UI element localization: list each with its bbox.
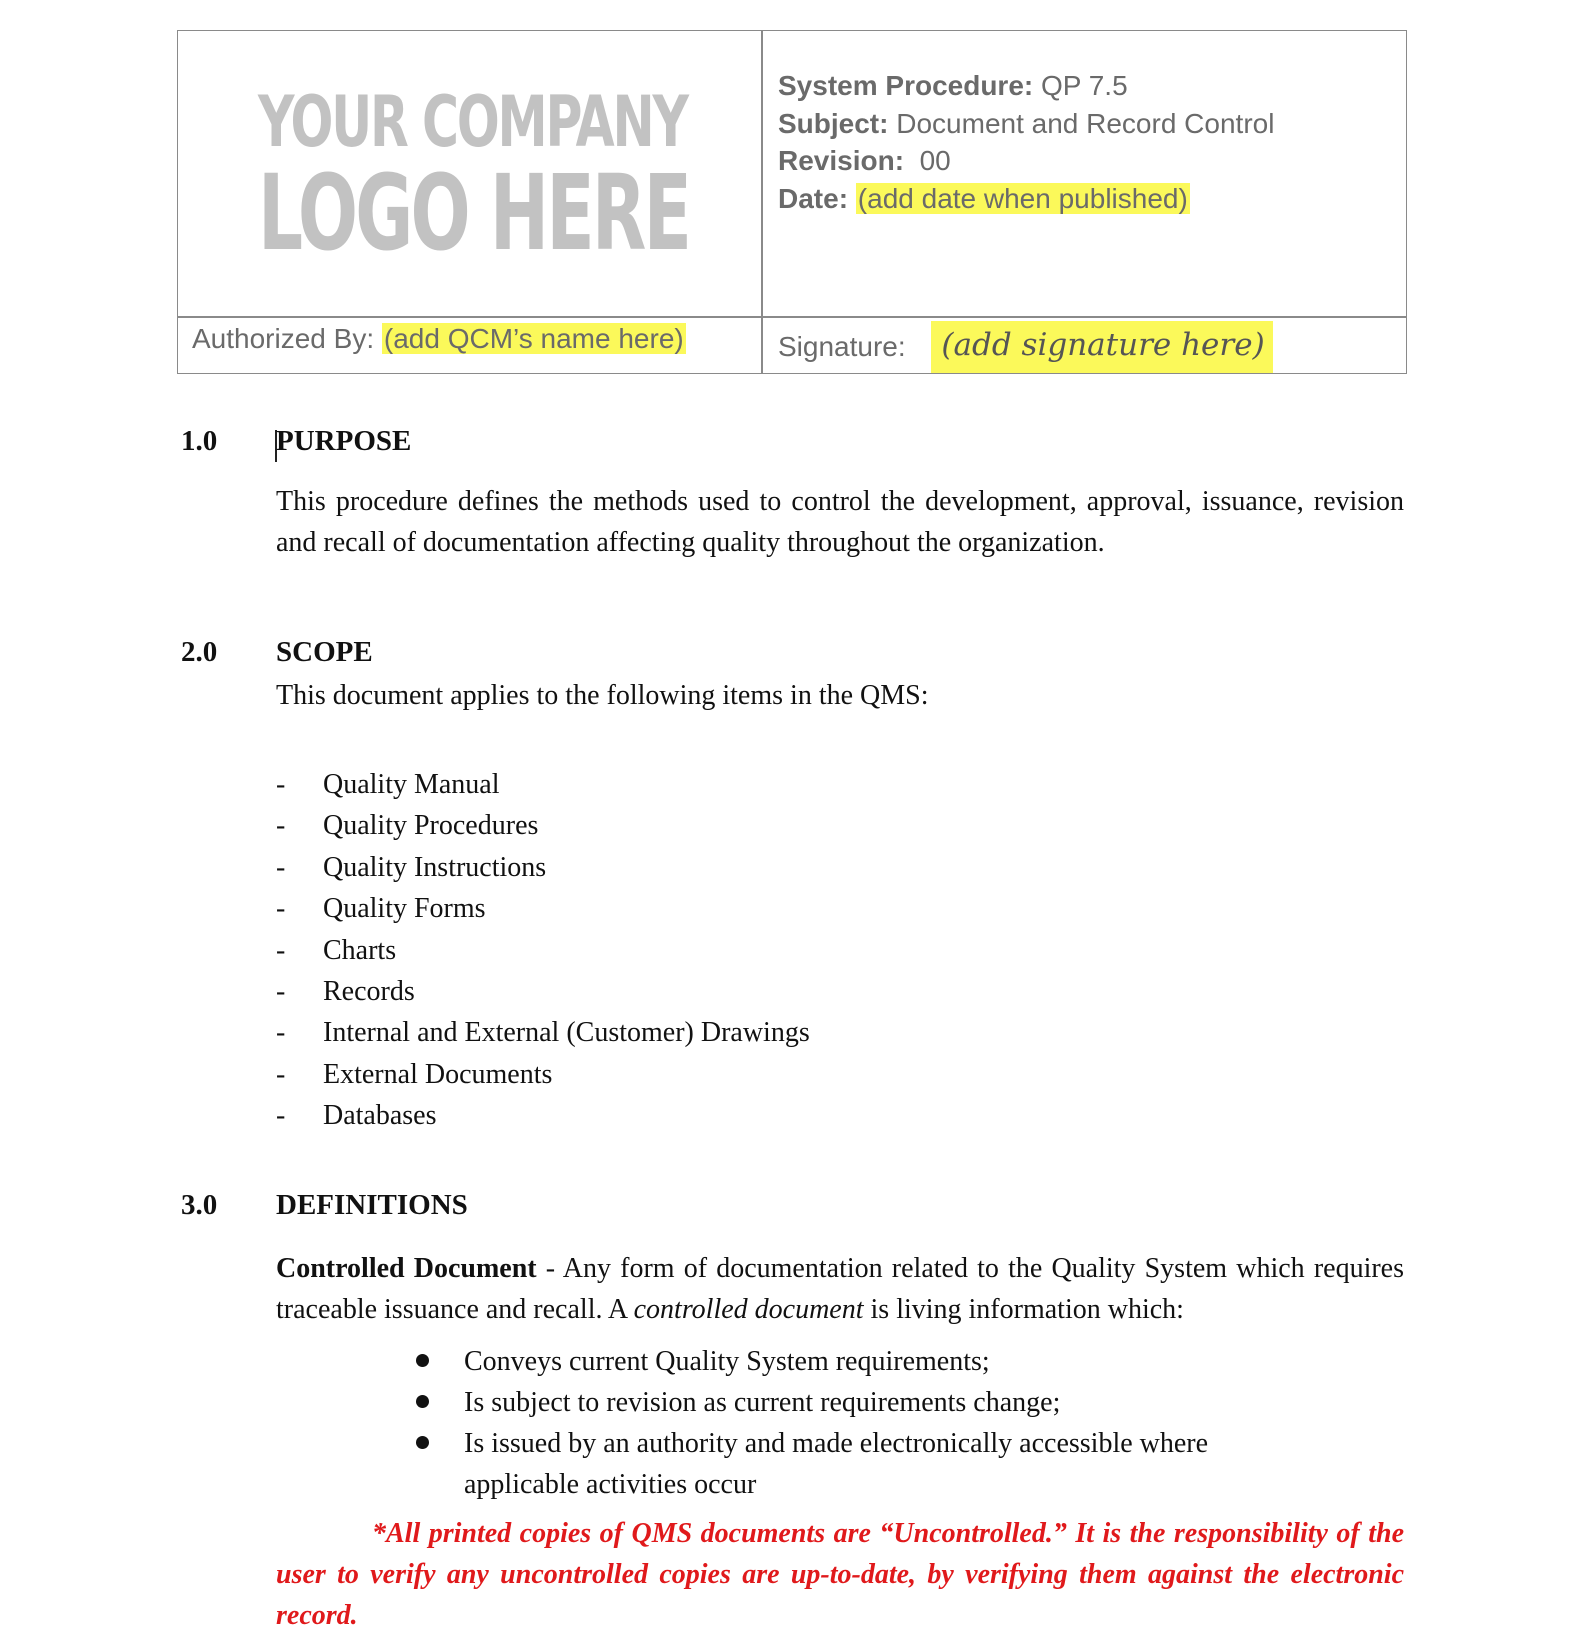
list-item: Is issued by an authority and made electronically accessible where applicable activities occur [416,1423,1316,1505]
logo-line-2: LOGO HERE [258,152,690,274]
system-procedure-row [778,67,1274,105]
definition-term: Controlled Document [276,1253,537,1284]
list-item: - Records [276,975,415,1007]
section-title-definitions: DEFINITIONS [276,1189,468,1221]
subject-value: Document and Record Control [896,107,1275,139]
subject-row [778,105,1274,143]
bullet-icon [416,1436,429,1449]
scope-intro: This document applies to the following items in the QMS: [276,680,929,711]
signature-value[interactable]: (add signature here) [931,321,1272,373]
date-label: Date: [778,182,849,214]
section-number-purpose: 1.0 [181,425,218,457]
section-number-definitions: 3.0 [181,1189,218,1221]
list-item: - Internal and External (Customer) Drawings [276,1017,810,1049]
list-item: Is subject to revision as current requirements change; [416,1382,1316,1423]
section-title-purpose: PURPOSE [276,425,412,457]
date-row [778,180,1274,218]
system-procedure-value: QP 7.5 [1041,70,1128,101]
bullet-icon [416,1395,429,1408]
bullet-icon [416,1354,429,1367]
procedure-meta [778,67,1274,217]
list-item: - Quality Manual [276,769,500,800]
authorized-by-value[interactable]: (add QCM’s name here) [383,323,684,354]
definition-text-a: - Any form of documentation related to the Quality System which requires traceable issuance and recall. A [276,1253,1404,1325]
revision-label: Revision: [778,145,905,176]
revision-row [778,142,1274,180]
definition-text-b: is living information which: [863,1294,1184,1325]
uncontrolled-copies-notice: *All printed copies of QMS documents are “Uncontrolled.” It is the responsibility of the user to verify any uncontrolled copies are up-to-date, by verifying them against the electronic record. [276,1518,1404,1631]
signature-cell [778,321,1273,373]
definition-bullet-list [416,1341,1316,1505]
system-procedure-label: System Procedure: [778,70,1034,101]
header-divider-vertical [761,31,763,373]
date-value[interactable]: (add date when published) [857,182,1188,214]
revision-value: 00 [919,145,951,176]
procedure-header-table [177,30,1407,374]
list-item: - Quality Forms [276,893,486,925]
list-item: - Quality Instructions [276,851,547,883]
purpose-paragraph: This procedure defines the methods used to control the development, approval, issuance, revision and recall of documentation affecting quality throughout the organization. [276,486,1404,558]
authorized-by-cell [192,323,686,355]
list-item: Conveys current Quality System requirements; [416,1341,1316,1382]
controlled-document-definition [276,1248,1404,1330]
definition-emphasis: controlled document [633,1294,864,1325]
logo-line-1: YOUR COMPANY [258,81,687,163]
list-item: - External Documents [276,1058,553,1090]
company-logo-placeholder [258,81,698,274]
section-number-scope: 2.0 [181,636,218,668]
subject-label: Subject: [778,107,889,139]
header-divider-horizontal [178,316,1406,318]
signature-label: Signature: [778,331,906,362]
list-item: - Quality Procedures [276,810,539,842]
list-item: - Charts [276,934,397,966]
section-title-scope: SCOPE [276,636,373,668]
list-item: - Databases [276,1100,437,1132]
authorized-by-label: Authorized By: [192,323,375,354]
scope-item-list [276,764,810,1137]
